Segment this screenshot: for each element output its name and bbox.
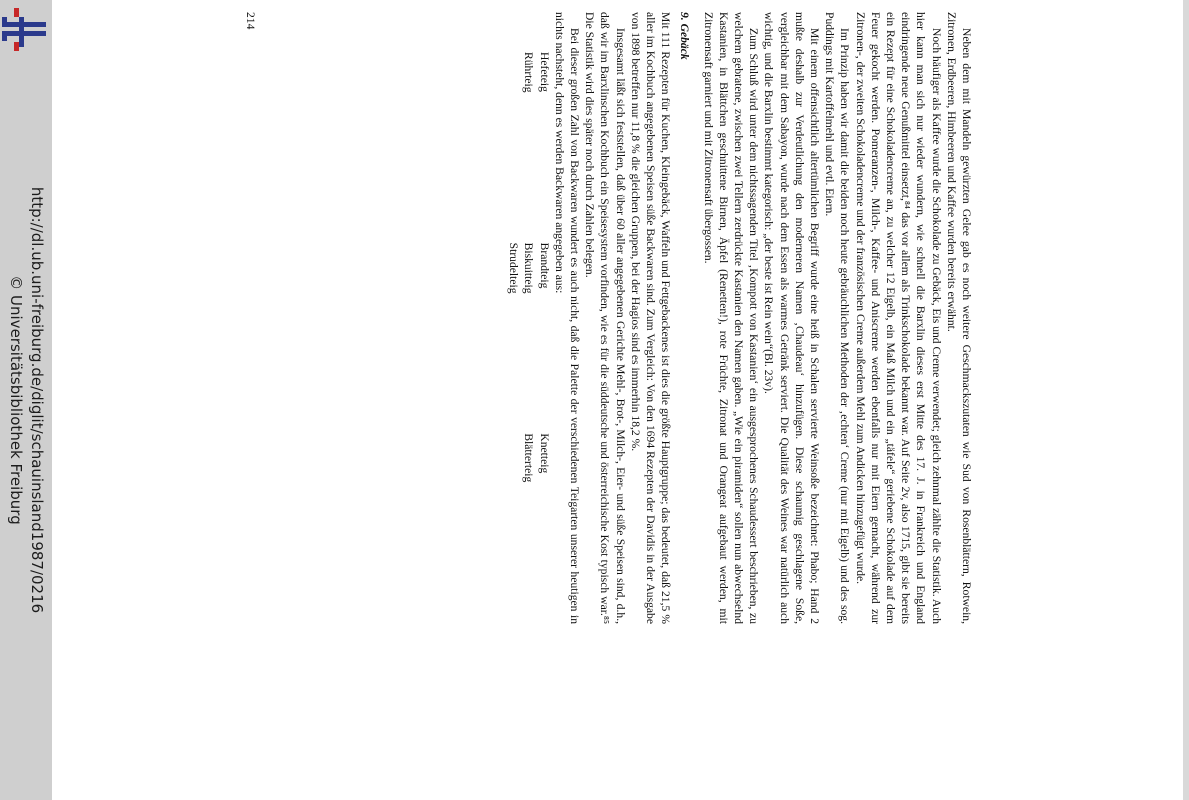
paragraph-1: Neben dem mit Mandeln gewürzten Gelee gab es noch weitere Geschmackszutaten wie Sud von Rosenblättern, Rotwein, Zitronen, Erdbeeren, Himbeeren und Kaffee wurden bereits erwähnt. — [944, 12, 973, 624]
dough-item: Biskuitteig — [522, 242, 536, 294]
dough-list — [506, 12, 552, 624]
watermark-copyright: © Universitätsbibliothek Freiburg — [7, 275, 25, 525]
section-heading — [677, 12, 692, 624]
paragraph-2: Noch häufiger als Kaffee wurde die Schokolade zu Gebäck, Eis und Creme verwendet; gleich zehnmal zählte die Statistik. Auch hier kann man sich nur wieder wundern, wie schnell die Barxlin dieses erst Mitte des 17. J. in Frankreich und England eindringende neue Genußmittel einsetzt,⁸⁴ das vor allem als Trinkschokolade bekannt war. Auf Seite 2v, also 1715, gibt sie bereits ein Rezept für eine Schokoladencreme an, zu welcher 12 Eigelb, ein Maß Milch und ein „täfele“ geriebene Schokolade auf dem Feuer gekocht werden. Pomeranzen-, Milch-, Kaffee- und Aniscreme werden ebenfalls nur mit Eiern gemacht, während zur Zitronen-, der zweiten Schokoladencreme und der französischen Creme außerdem Mehl zum Andicken hinzugefügt wurde. — [853, 12, 943, 625]
scrollbar-track[interactable] — [1183, 0, 1189, 800]
dough-item: Hefeteig — [537, 52, 551, 92]
dough-item — [506, 433, 521, 624]
dough-item: Blätterteig — [522, 433, 536, 483]
section-title: Gebäck — [678, 23, 692, 60]
paragraph-7: Insgesamt läßt sich feststellen, daß über 60 aller angegebenen Gerichte Mehl-, Brot-, Milch-, Eier- und süße Speisen sind, d.h., daß wir im Barxlinschen Kochbuch ein Speisesystem vorfinden, wie es für die süddeutsche und österreichische Kost typisch war.⁸⁵ Die Statistik wird dies später noch durch Zahlen belegen. — [583, 12, 627, 624]
book-page — [234, 12, 974, 624]
dough-item: Rührteig — [522, 52, 536, 93]
dough-item: Knetteig — [537, 433, 551, 474]
paragraph-5: Zum Schluß wird unter dem nichtssagenden Titel ‚Kompott von Kastanien‘ ein ausgesprochenes Schaudessert beschrieben, zu welchem gebratene, zwischen zwei Tellern zerdrückte Kastanien den Namen gaben. „Wie ein piramiden“ sollen nun abwechselnd Kastanien, in Blättchen geschnittene Birnen, Äpfel (Renetten!), rote Früchte, Zitronat und Orangeat aufgebaut werden, mit Zitronensaft garniert und mit Zitronensaft übergossen. — [701, 12, 761, 624]
dough-item: Brandteig — [537, 242, 551, 289]
dough-item — [506, 52, 521, 243]
page-body — [506, 12, 974, 624]
watermark-url: http://dl.ub.uni-freiburg.de/diglit/schauinsland1987/0216 — [28, 186, 46, 614]
rotated-page — [234, 12, 974, 624]
sidebar — [0, 0, 52, 800]
dough-item: Strudelteig — [507, 242, 521, 294]
section-number: 9. — [678, 12, 692, 21]
paragraph-3: Im Prinzip haben wir damit die beiden noch heute gebräuchlichen Methoden der ‚echten‘ Creme (nur mit Eigelb) und des sog. Puddings mit Kartoffelmehl und evtl. Eiern. — [823, 12, 852, 624]
paragraph-4: Mit einem offensichtlich altertümlichen Begriff wurde eine heiß in Schalen servierte Weinsoße bezeichnet: Phabo; Hand 2 mußte deshalb zur Verdeutlichung den moderneren Namen ‚Chaudeau‘ hinzufügen. Diese schaumig geschlagene Soße, vergleichbar mit dem Sabayon, wurde nach dem Essen als warmes Getränk serviert. Die Qualität des Weines war natürlich auch wichtig, und die Barxlin bestimmt kategorisch: „der beste ist Rein wein“(Bl. 23v). — [762, 12, 821, 624]
paragraph-8: Bei dieser großen Zahl von Backwaren wundert es auch nicht, daß die Palette der verschiedenen Teigarten unserer heutigen in nichts nachsteht, denn es werden Backwaren angegeben aus: — [552, 12, 581, 624]
paragraph-6: Mit 111 Rezepten für Kuchen, Kleingebäck, Waffeln und Fettgebackenes ist dies die größte Hauptgruppe; das bedeutet, daß 21,5 % aller im Kochbuch angegebenen Speisen süße Backwaren sind. Zum Vergleich: Von den 1694 Rezepten der Davidis in der Ausgabe von 1898 betreffen nur 11,8 % die gleichen Gruppen, bei der Hagios sind es immerhin 18,2 %. — [628, 12, 673, 624]
page-number: 214 — [244, 12, 257, 30]
